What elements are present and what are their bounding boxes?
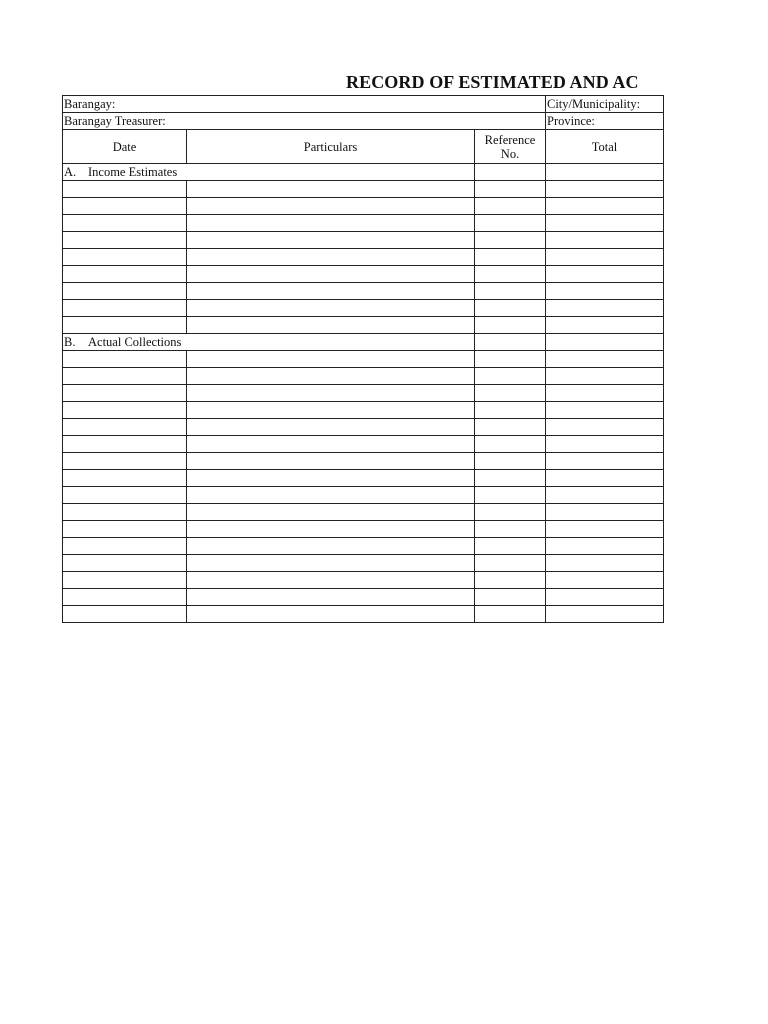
reference-cell[interactable] [475,470,546,487]
section-a-reference-cell[interactable] [475,164,546,181]
date-cell[interactable] [63,470,187,487]
reference-cell[interactable] [475,402,546,419]
date-cell[interactable] [63,385,187,402]
date-cell[interactable] [63,232,187,249]
total-cell[interactable] [546,521,664,538]
date-cell[interactable] [63,589,187,606]
date-cell[interactable] [63,487,187,504]
date-cell[interactable] [63,538,187,555]
reference-cell[interactable] [475,538,546,555]
reference-cell[interactable] [475,453,546,470]
particulars-cell[interactable] [187,385,475,402]
particulars-cell[interactable] [187,487,475,504]
total-cell[interactable] [546,572,664,589]
reference-header-line2: No. [500,146,520,161]
record-table [62,95,664,623]
income-estimates-entry-row [63,232,664,249]
total-cell[interactable] [546,555,664,572]
treasurer-row [63,113,664,130]
date-cell[interactable] [63,249,187,266]
date-cell[interactable] [63,181,187,198]
actual-collections-entry-row [63,504,664,521]
section-a-row [63,164,664,181]
actual-collections-entry-row [63,487,664,504]
particulars-cell[interactable] [187,215,475,232]
date-cell[interactable] [63,368,187,385]
total-cell[interactable] [546,589,664,606]
particulars-cell[interactable] [187,232,475,249]
date-cell[interactable] [63,283,187,300]
date-cell[interactable] [63,572,187,589]
particulars-cell[interactable] [187,453,475,470]
total-cell[interactable] [546,198,664,215]
date-cell[interactable] [63,266,187,283]
reference-cell[interactable] [475,436,546,453]
income-estimates-entry-row [63,300,664,317]
reference-cell[interactable] [475,317,546,334]
particulars-cell[interactable] [187,402,475,419]
particulars-cell[interactable] [187,538,475,555]
barangay-row [63,96,664,113]
reference-cell[interactable] [475,232,546,249]
date-cell[interactable] [63,198,187,215]
total-cell[interactable] [546,385,664,402]
reference-header-line1: Reference [484,132,536,147]
city-municipality-label[interactable]: City/Municipality: [546,96,664,113]
section-b-total-cell[interactable] [546,334,664,351]
reference-cell[interactable] [475,283,546,300]
date-cell[interactable] [63,606,187,623]
actual-collections-entry-row [63,436,664,453]
total-cell[interactable] [546,504,664,521]
date-cell[interactable] [63,317,187,334]
particulars-cell[interactable] [187,317,475,334]
date-cell[interactable] [63,300,187,317]
income-estimates-entry-row [63,215,664,232]
actual-collections-entry-row [63,470,664,487]
income-estimates-entry-row [63,283,664,300]
income-estimates-entry-row [63,198,664,215]
total-cell[interactable] [546,538,664,555]
reference-cell[interactable] [475,385,546,402]
reference-cell[interactable] [475,487,546,504]
date-cell[interactable] [63,504,187,521]
section-b-cell [63,334,475,351]
province-label[interactable]: Province: [546,113,664,130]
actual-collections-entry-row [63,589,664,606]
income-estimates-entry-row [63,249,664,266]
particulars-cell[interactable] [187,436,475,453]
particulars-cell[interactable] [187,283,475,300]
actual-collections-entry-row [63,572,664,589]
date-cell[interactable] [63,555,187,572]
total-cell[interactable] [546,606,664,623]
actual-collections-entry-row [63,351,664,368]
income-estimates-entry-row [63,266,664,283]
total-cell[interactable] [546,470,664,487]
reference-no-header [475,130,546,164]
section-a-label: Income Estimates [88,165,178,179]
total-cell[interactable] [546,181,664,198]
total-header: Total [546,130,664,164]
date-cell[interactable] [63,351,187,368]
total-cell[interactable] [546,266,664,283]
reference-cell[interactable] [475,572,546,589]
reference-cell[interactable] [475,606,546,623]
reference-cell[interactable] [475,419,546,436]
total-cell[interactable] [546,351,664,368]
actual-collections-entry-row [63,419,664,436]
section-b-row [63,334,664,351]
total-cell[interactable] [546,249,664,266]
particulars-cell[interactable] [187,198,475,215]
reference-cell[interactable] [475,300,546,317]
particulars-cell[interactable] [187,504,475,521]
column-header-row [63,130,664,164]
reference-cell[interactable] [475,368,546,385]
particulars-cell[interactable] [187,266,475,283]
reference-cell[interactable] [475,351,546,368]
total-cell[interactable] [546,453,664,470]
reference-cell[interactable] [475,555,546,572]
income-estimates-entry-row [63,181,664,198]
particulars-cell[interactable] [187,470,475,487]
page-title: RECORD OF ESTIMATED AND AC [346,72,639,92]
total-cell[interactable] [546,419,664,436]
section-a-total-cell[interactable] [546,164,664,181]
total-cell[interactable] [546,215,664,232]
reference-cell[interactable] [475,521,546,538]
particulars-cell[interactable] [187,368,475,385]
date-cell[interactable] [63,453,187,470]
date-cell[interactable] [63,521,187,538]
date-cell[interactable] [63,215,187,232]
date-cell[interactable] [63,402,187,419]
total-cell[interactable] [546,232,664,249]
total-cell[interactable] [546,283,664,300]
reference-cell[interactable] [475,215,546,232]
actual-collections-entry-row [63,521,664,538]
particulars-cell[interactable] [187,181,475,198]
title-area [62,70,663,96]
reference-cell[interactable] [475,589,546,606]
particulars-cell[interactable] [187,521,475,538]
actual-collections-entry-row [63,538,664,555]
actual-collections-entry-row [63,606,664,623]
particulars-cell[interactable] [187,589,475,606]
actual-collections-entry-row [63,368,664,385]
date-cell[interactable] [63,419,187,436]
section-a-letter: A. [64,165,88,179]
barangay-label[interactable]: Barangay: [63,96,546,113]
actual-collections-entry-row [63,453,664,470]
reference-cell[interactable] [475,504,546,521]
date-cell[interactable] [63,436,187,453]
barangay-treasurer-label[interactable]: Barangay Treasurer: [63,113,546,130]
particulars-cell[interactable] [187,300,475,317]
particulars-cell[interactable] [187,572,475,589]
particulars-header: Particulars [187,130,475,164]
total-cell[interactable] [546,402,664,419]
particulars-cell[interactable] [187,606,475,623]
total-cell[interactable] [546,436,664,453]
section-b-letter: B. [64,335,88,349]
reference-cell[interactable] [475,198,546,215]
total-cell[interactable] [546,487,664,504]
particulars-cell[interactable] [187,419,475,436]
particulars-cell[interactable] [187,555,475,572]
section-a-cell [63,164,475,181]
total-cell[interactable] [546,368,664,385]
income-estimates-entry-row [63,317,664,334]
total-cell[interactable] [546,300,664,317]
reference-cell[interactable] [475,266,546,283]
particulars-cell[interactable] [187,351,475,368]
section-b-reference-cell[interactable] [475,334,546,351]
section-b-label: Actual Collections [88,335,182,349]
reference-cell[interactable] [475,181,546,198]
particulars-cell[interactable] [187,249,475,266]
actual-collections-entry-row [63,385,664,402]
total-cell[interactable] [546,317,664,334]
date-header: Date [63,130,187,164]
actual-collections-entry-row [63,402,664,419]
reference-cell[interactable] [475,249,546,266]
actual-collections-entry-row [63,555,664,572]
